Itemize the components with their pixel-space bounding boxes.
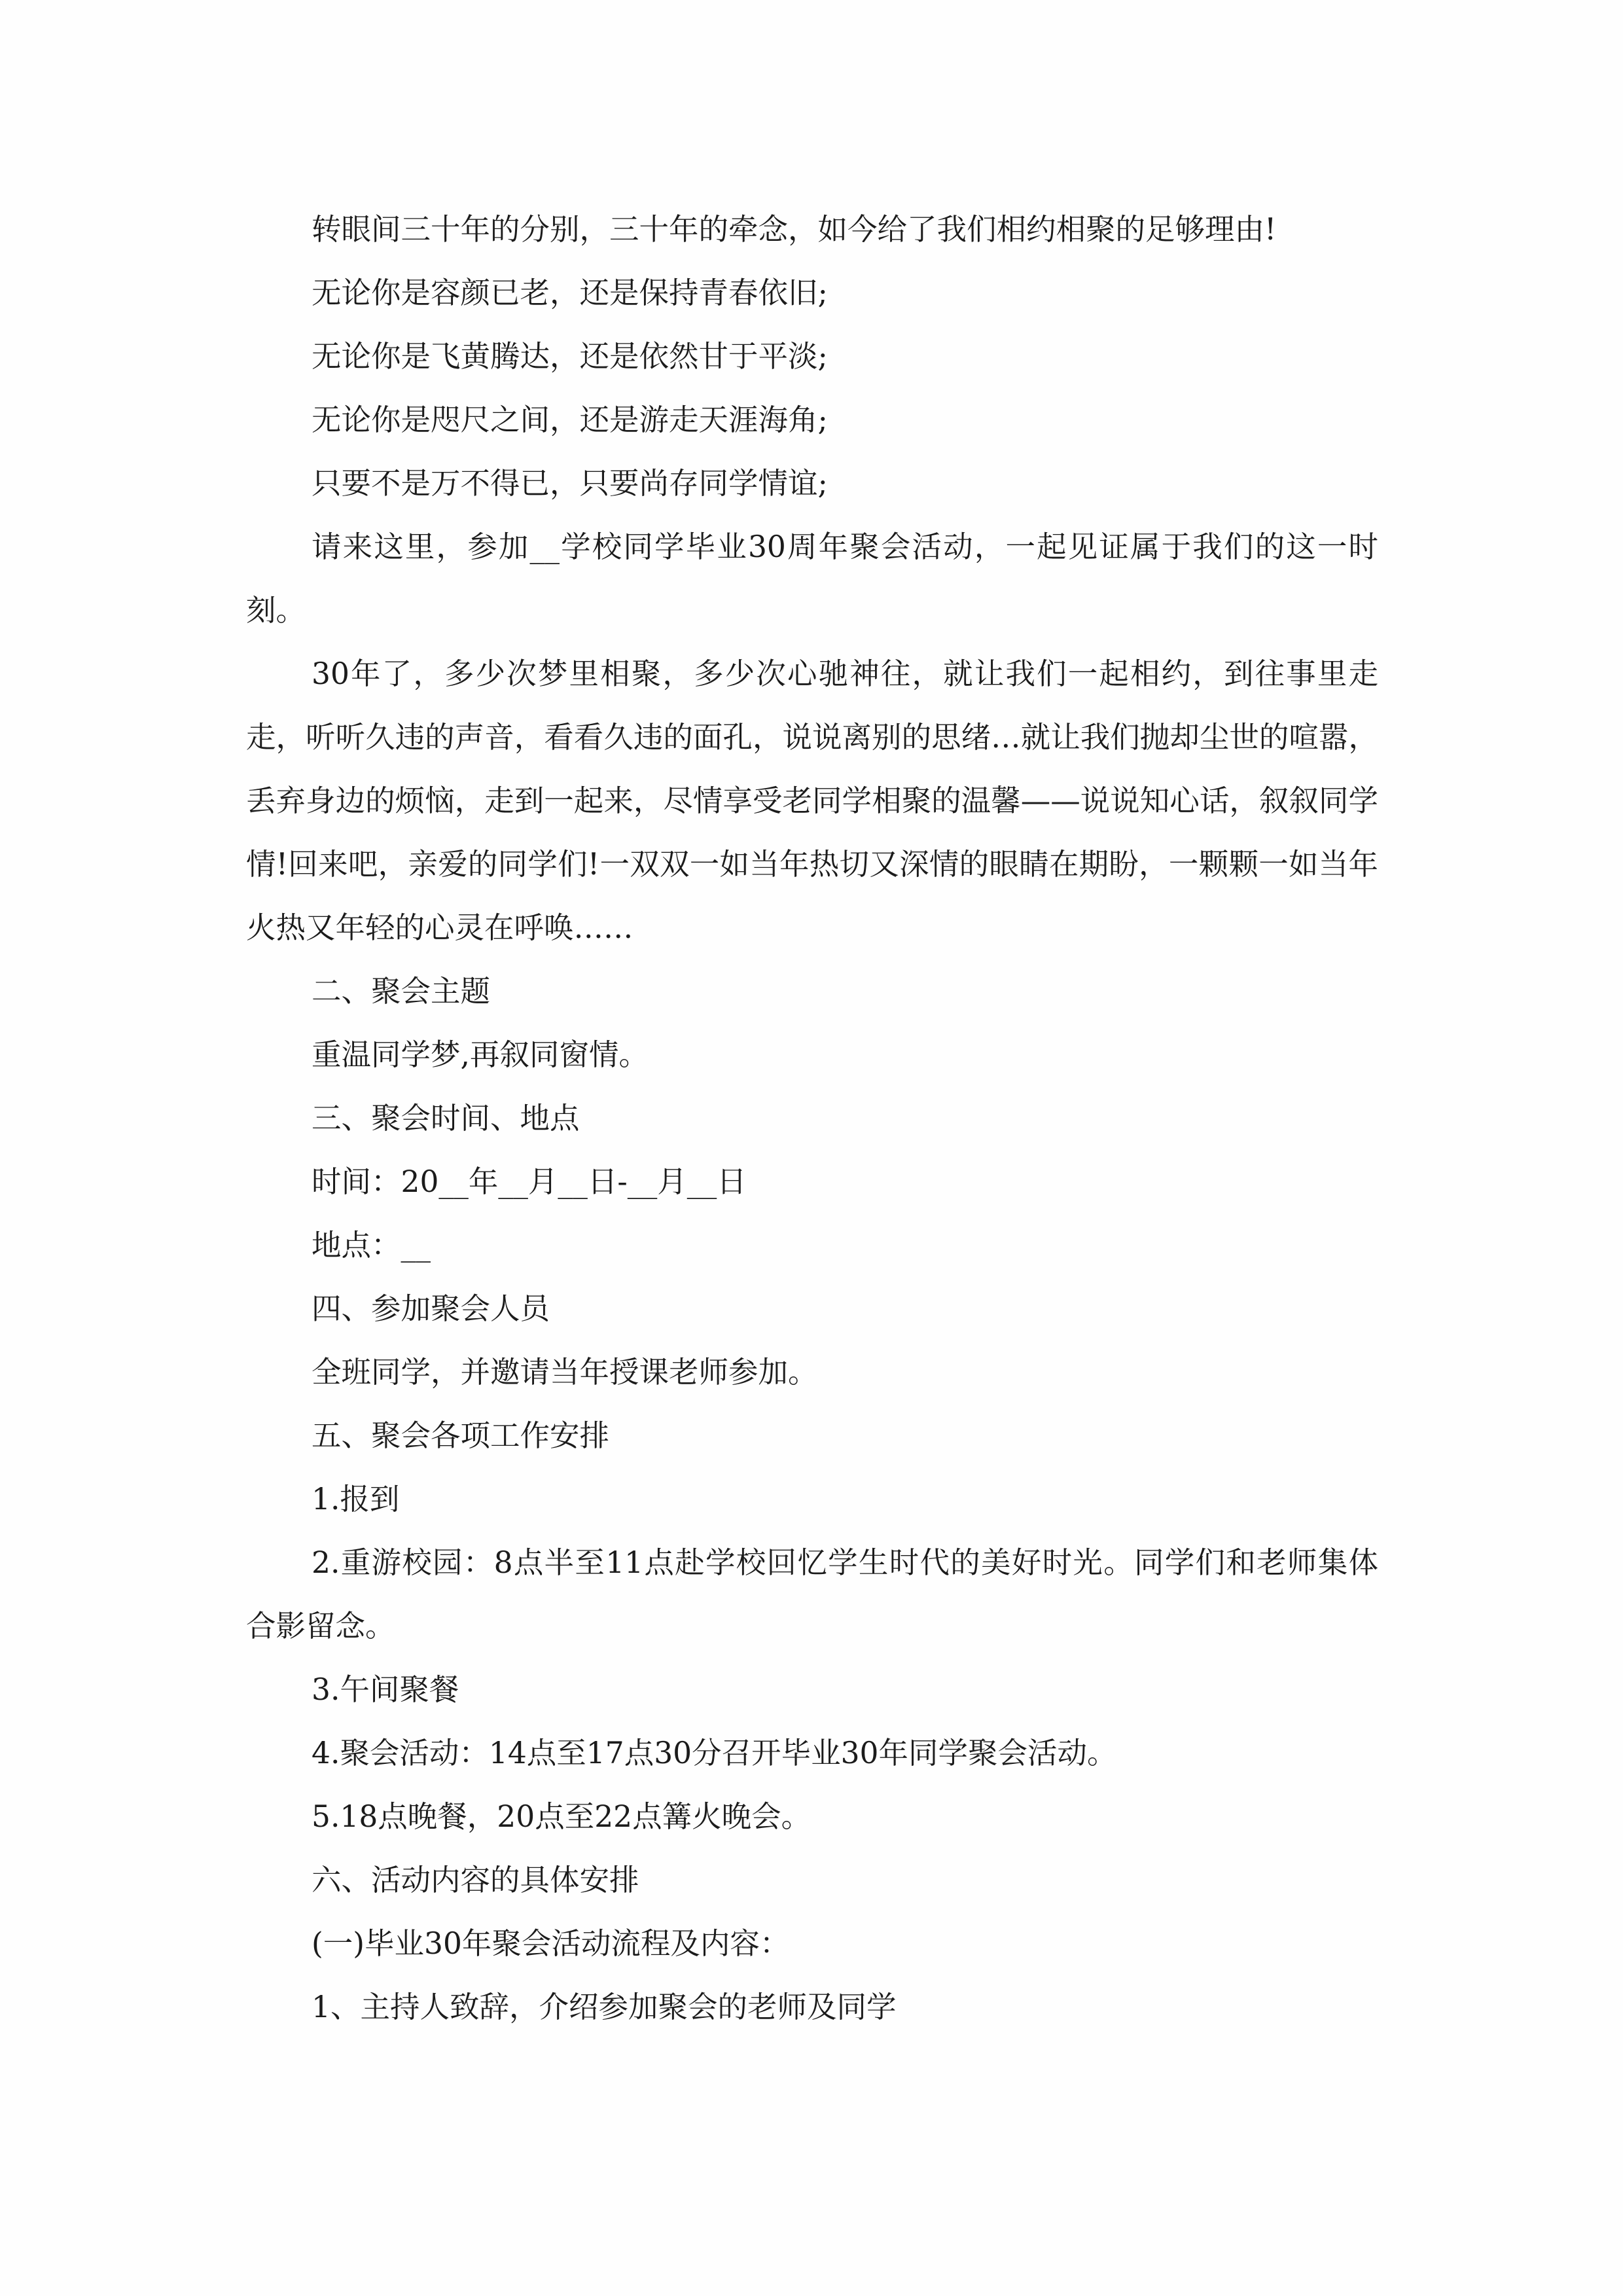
paragraph-verse-2: 无论你是飞黄腾达，还是依然甘于平淡;	[312, 339, 828, 374]
subsection-heading-flow: (一)毕业30年聚会活动流程及内容：	[312, 1926, 790, 1961]
paragraph-intro: 转眼间三十年的分别，三十年的牵念，如今给了我们相约相聚的足够理由!	[312, 212, 1277, 247]
list-item-dinner-bonfire: 5.18点晚餐，20点至22点篝火晚会。	[312, 1799, 812, 1834]
section-heading-attendees: 四、参加聚会人员	[312, 1291, 550, 1326]
paragraph-30-years: 30年了，多少次梦里相聚，多少次心驰神往，就让我们一起相约，到往事里走走，听听久违的声音，看看久违的面孔，说说离别的思绪…就让我们抛却尘世的喧嚣，丢弃身边的烦恼，走到一起来，尽情享受老同学相聚的温馨——说说知心话，叙叙同学情!回来吧，亲爱的同学们!一双双一如当年热切又深情的眼睛在期盼，一颗颗一如当年火热又年轻的心灵在呼唤……	[246, 656, 1378, 945]
list-item-lunch: 3.午间聚餐	[312, 1672, 459, 1707]
section-heading-activities: 六、活动内容的具体安排	[312, 1863, 639, 1897]
list-item-host-speech: 1、主持人致辞，介绍参加聚会的老师及同学	[312, 1990, 897, 2024]
paragraph-invitation: 请来这里，参加__学校同学毕业30周年聚会活动，一起见证属于我们的这一时刻。	[246, 529, 1378, 628]
section-heading-time-place: 三、聚会时间、地点	[312, 1101, 580, 1136]
paragraph-verse-3: 无论你是咫尺之间，还是游走天涯海角;	[312, 403, 828, 437]
paragraph-verse-4: 只要不是万不得已，只要尚存同学情谊;	[312, 466, 828, 501]
paragraph-attendees: 全班同学，并邀请当年授课老师参加。	[312, 1355, 818, 1390]
document-body	[246, 198, 1378, 2039]
paragraph-time: 时间：20__年__月__日-__月__日	[312, 1164, 747, 1199]
list-item-campus-tour: 2.重游校园：8点半至11点赴学校回忆学生时代的美好时光。同学们和老师集体合影留念。	[246, 1545, 1378, 1643]
paragraph-place: 地点：__	[312, 1228, 431, 1263]
list-item-registration: 1.报到	[312, 1482, 400, 1516]
list-item-gathering: 4.聚会活动：14点至17点30分召开毕业30年同学聚会活动。	[312, 1736, 1117, 1770]
paragraph-theme: 重温同学梦,再叙同窗情。	[312, 1037, 649, 1072]
paragraph-verse-1: 无论你是容颜已老，还是保持青春依旧;	[312, 276, 828, 310]
section-heading-theme: 二、聚会主题	[312, 974, 491, 1009]
section-heading-arrangements: 五、聚会各项工作安排	[312, 1418, 610, 1453]
